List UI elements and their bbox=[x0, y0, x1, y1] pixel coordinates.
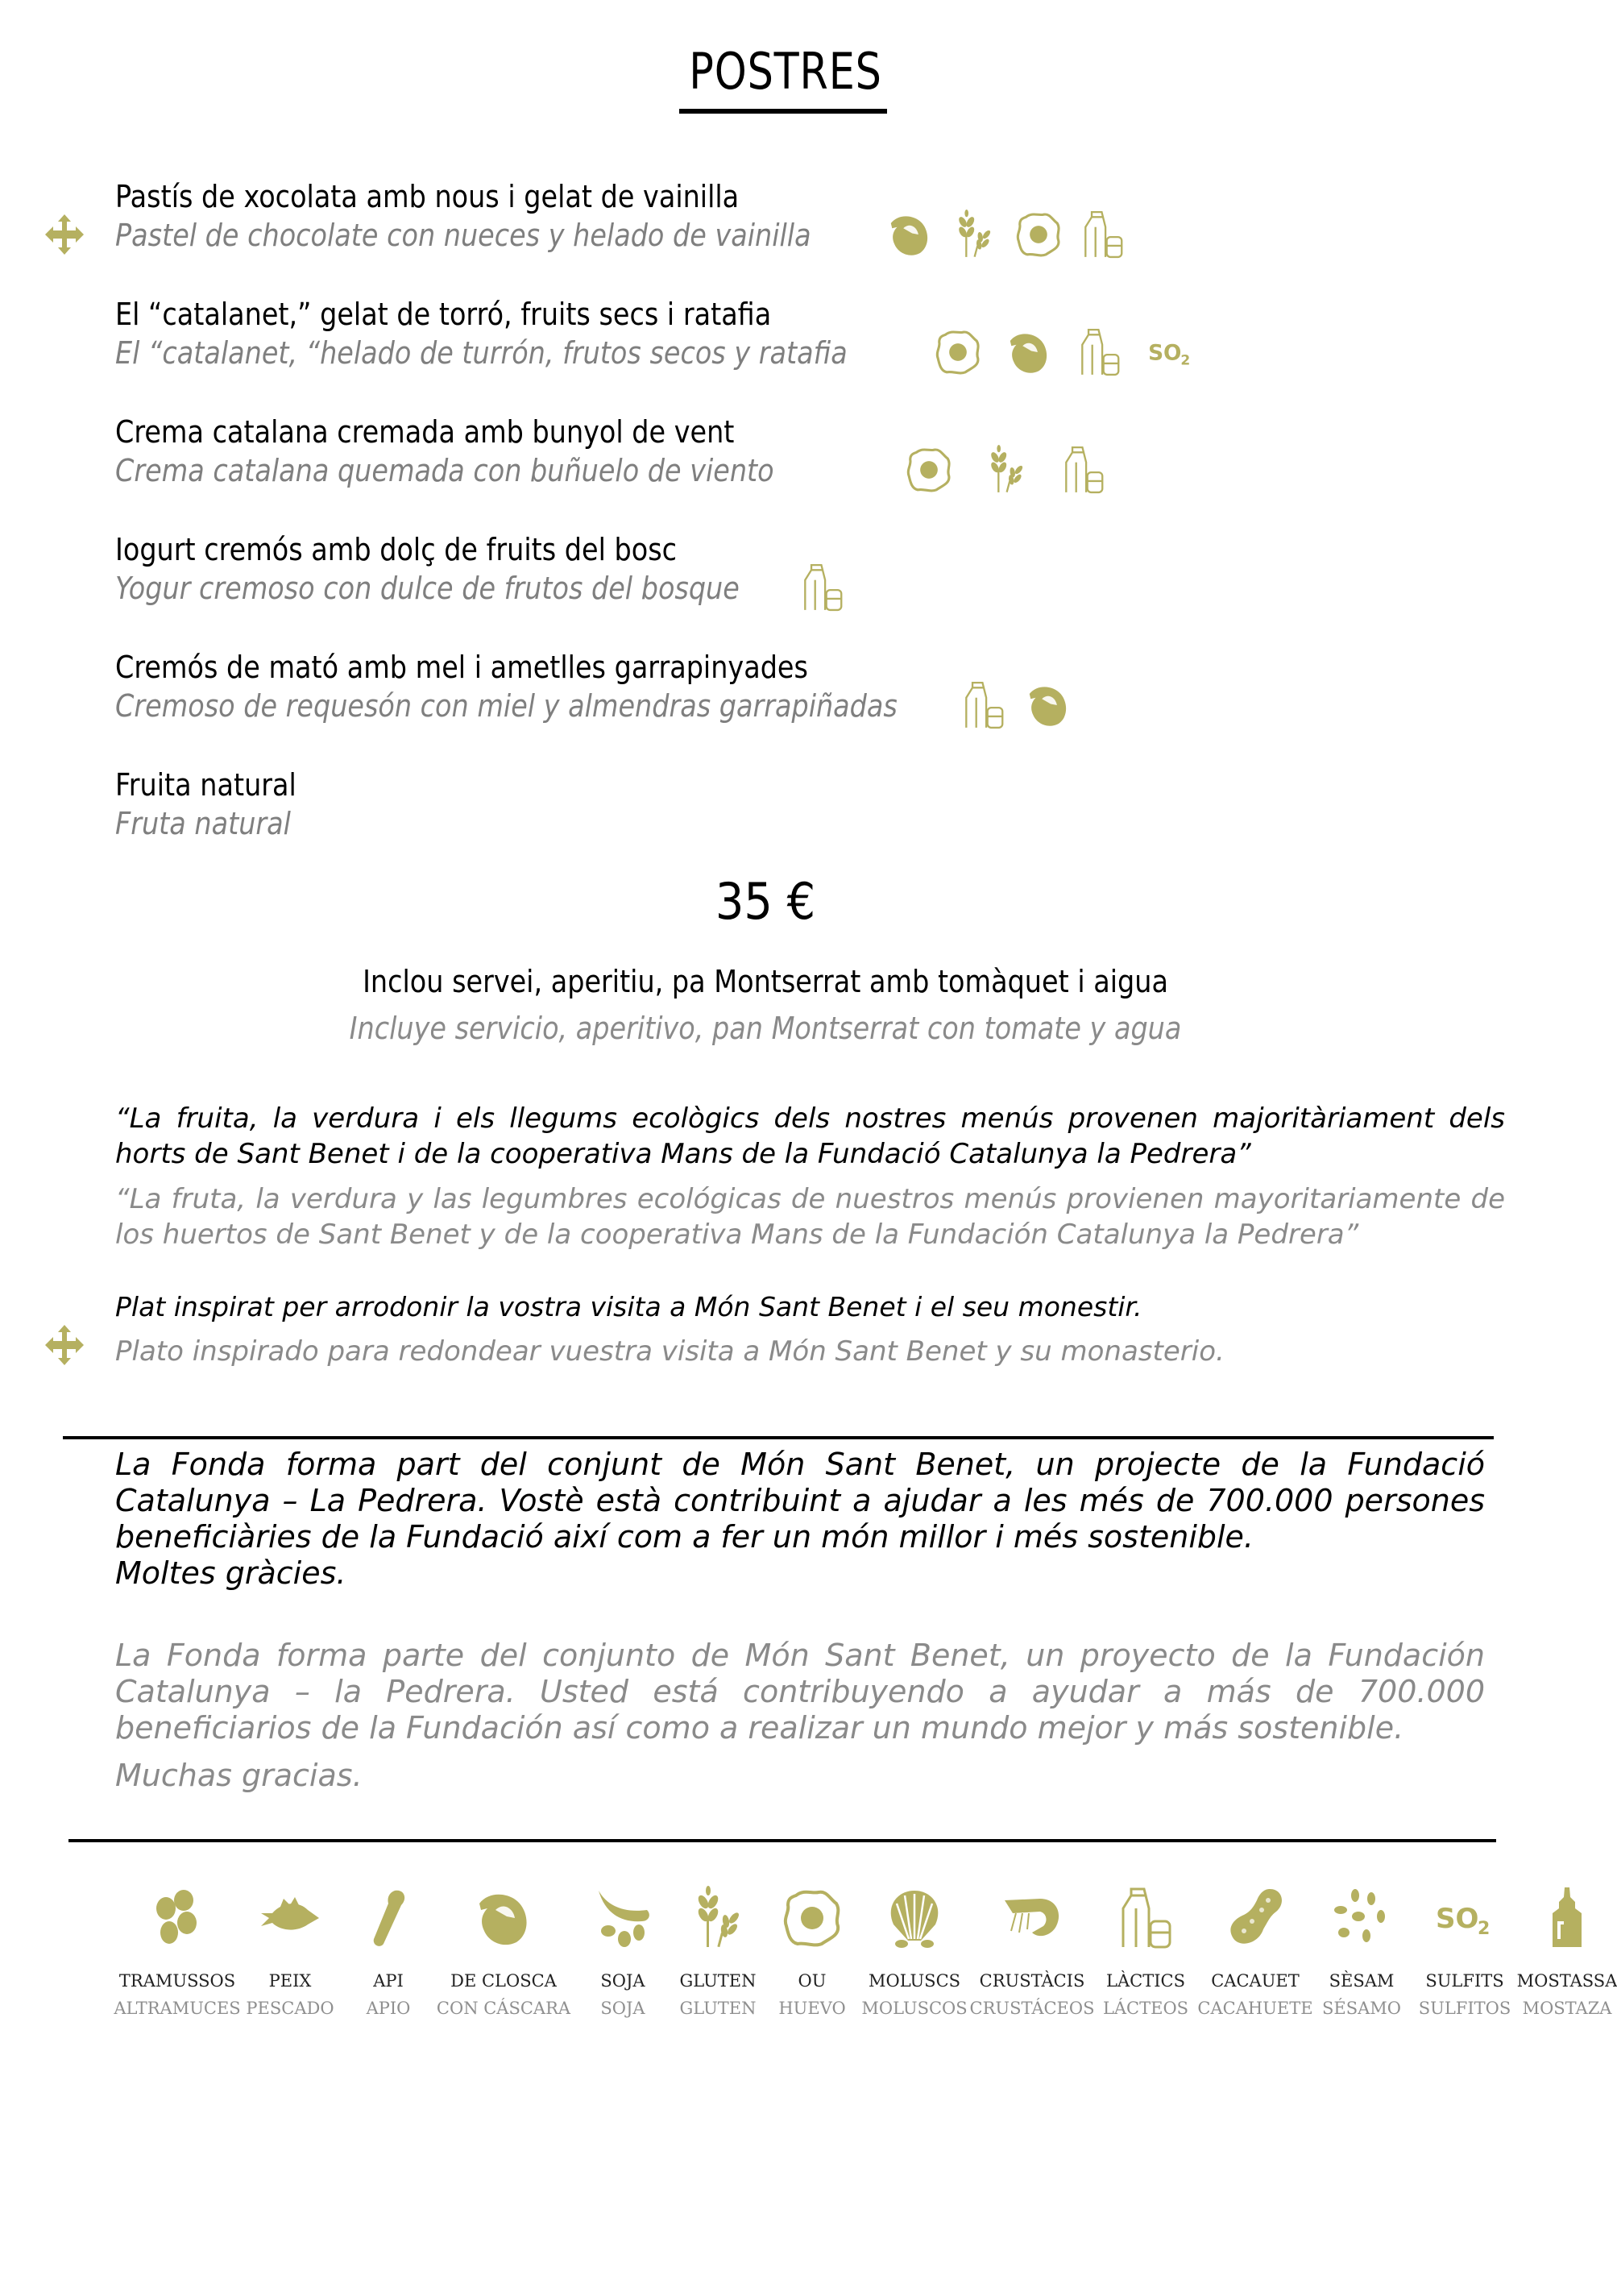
signature-note-ca: Plat inspirat per arrodonir la vostra visita a Món Sant Benet i el seu monestir. bbox=[115, 1291, 1142, 1322]
dish-name-es: Pastel de chocolate con nueces y helado de vainilla bbox=[115, 218, 811, 253]
svg-text:SO: SO bbox=[1436, 1903, 1479, 1935]
legend-label-es: CON CÁSCARA bbox=[436, 1999, 571, 2018]
legend-label-ca: SULFITS bbox=[1425, 1971, 1504, 1991]
svg-text:2: 2 bbox=[1180, 352, 1191, 369]
legend-item-mostassa bbox=[1518, 1886, 1616, 2018]
legend-item-cacauet bbox=[1199, 1886, 1312, 2018]
legend-item-lactics bbox=[1093, 1886, 1199, 2018]
so2-icon bbox=[1146, 327, 1196, 377]
dish-name-es: Yogur cremoso con dulce de frutos del bosque bbox=[115, 571, 740, 606]
includes-es: Incluye servicio, aperitivo, pan Montserrat con tomate y agua bbox=[349, 1011, 1182, 1046]
svg-text:2: 2 bbox=[1478, 1919, 1491, 1939]
legend-label-es: LÁCTEOS bbox=[1102, 1999, 1189, 2018]
legend-item-sulfits bbox=[1412, 1886, 1518, 2018]
egg-icon bbox=[933, 327, 983, 377]
organic-quote-es: “La fruta, la verdura y las legumbres ecológicas de nuestros menús provienen mayoritariamente de los huertos de Sant Benet y de la cooperativa Mans de la Fundación Catalunya la Pedrera” bbox=[115, 1183, 1505, 1251]
legend-item-tramussos bbox=[114, 1886, 241, 2018]
legend-label-es: GLUTEN bbox=[679, 1999, 757, 2018]
legend-item-api bbox=[346, 1886, 430, 2018]
legend-label-ca: CRUSTÀCIS bbox=[979, 1971, 1085, 1991]
menu-price: 35 € bbox=[715, 872, 816, 931]
fonda-paragraph-es: La Fonda forma parte del conjunto de Món Sant Benet, un proyecto de la Fundación Catalunya – la Pedrera. Usted está contribuyendo a ayudar a más de 700.000 beneficiarios de la Fundación así como a realizar un mundo mejor y más sostenible. bbox=[115, 1638, 1485, 1746]
legend-label-ca: SÈSAM bbox=[1329, 1971, 1395, 1991]
legend-label-ca: OU bbox=[798, 1971, 827, 1991]
fonda-thanks-es: Muchas gracias. bbox=[115, 1758, 363, 1793]
nut-icon bbox=[885, 210, 935, 259]
legend-item-gluten bbox=[669, 1886, 767, 2018]
fish-icon bbox=[258, 1886, 322, 1950]
dish-name-ca: Crema catalana cremada amb bunyol de vent bbox=[115, 414, 735, 450]
dish-name-ca: Cremós de mató amb mel i ametlles garrapinyades bbox=[115, 650, 808, 685]
egg-icon bbox=[904, 445, 954, 495]
so2-icon bbox=[1432, 1886, 1497, 1950]
fonda-thanks-ca: Moltes gràcies. bbox=[115, 1555, 346, 1591]
legend-item-peix bbox=[234, 1886, 346, 2018]
legend-label-ca: PEIX bbox=[268, 1971, 312, 1991]
legend-label-ca: API bbox=[373, 1971, 404, 1991]
milk-icon bbox=[1113, 1886, 1178, 1950]
lupin-icon bbox=[145, 1886, 209, 1950]
legend-label-ca: CACAUET bbox=[1211, 1971, 1300, 1991]
shrimp-icon bbox=[1000, 1886, 1064, 1950]
divider-top bbox=[63, 1436, 1494, 1439]
allergen-legend bbox=[114, 1886, 1617, 2018]
sesame-icon bbox=[1329, 1886, 1394, 1950]
legend-label-ca: MOLUSCS bbox=[868, 1971, 961, 1991]
milk-icon bbox=[1059, 445, 1109, 495]
legend-item-de-closca bbox=[430, 1886, 577, 2018]
celery-icon bbox=[356, 1886, 421, 1950]
wheat-icon bbox=[949, 210, 999, 259]
signature-cross-icon bbox=[42, 214, 87, 255]
legend-label-es: SULFITOS bbox=[1418, 1999, 1511, 2018]
nut-icon bbox=[1023, 680, 1073, 730]
organic-quote-ca: “La fruita, la verdura i els llegums ecològics dels nostres menús provenen majoritàriament dels horts de Sant Benet i de la cooperativa Mans de la Fundació Catalunya la Pedrera” bbox=[115, 1102, 1505, 1170]
legend-label-ca: SOJA bbox=[600, 1971, 645, 1991]
dish-name-ca: Pastís de xocolata amb nous i gelat de vainilla bbox=[115, 179, 740, 214]
title-underline bbox=[679, 109, 887, 114]
dish-allergen-icons bbox=[933, 327, 1196, 377]
fonda-text-es bbox=[115, 1638, 1485, 1794]
dish-name-ca: Iogurt cremós amb dolç de fruits del bosc bbox=[115, 532, 678, 567]
legend-label-es: HUEVO bbox=[778, 1999, 846, 2018]
legend-item-soja bbox=[577, 1886, 669, 2018]
dish-name-ca: El “catalanet,” gelat de torró, fruits secs i ratafia bbox=[115, 297, 772, 332]
legend-label-ca: DE CLOSCA bbox=[450, 1971, 557, 1991]
milk-icon bbox=[1078, 210, 1128, 259]
legend-item-moluscs bbox=[857, 1886, 972, 2018]
includes-ca: Inclou servei, aperitiu, pa Montserrat amb tomàquet i aigua bbox=[363, 964, 1168, 999]
wheat-icon bbox=[981, 445, 1031, 495]
dish-allergen-icons bbox=[798, 563, 848, 612]
dish-name-es: Cremoso de requesón con miel y almendras garrapiñadas bbox=[115, 688, 898, 724]
legend-label-es: PESCADO bbox=[246, 1999, 334, 2018]
egg-icon bbox=[780, 1886, 844, 1950]
nut-icon bbox=[471, 1886, 536, 1950]
page-title: POSTRES bbox=[689, 42, 882, 101]
peanut-icon bbox=[1223, 1886, 1287, 1950]
legend-label-es: CRUSTÁCEOS bbox=[969, 1999, 1095, 2018]
legend-label-es: CACAHUETE bbox=[1197, 1999, 1313, 2018]
legend-label-es: MOLUSCOS bbox=[861, 1999, 968, 2018]
wheat-icon bbox=[686, 1886, 750, 1950]
signature-cross-icon bbox=[42, 1325, 87, 1365]
dish-allergen-icons bbox=[885, 210, 1128, 259]
legend-label-es: SOJA bbox=[600, 1999, 645, 2018]
legend-label-ca: GLUTEN bbox=[679, 1971, 757, 1991]
legend-label-ca: MOSTASSA bbox=[1516, 1971, 1617, 1991]
mustard-icon bbox=[1535, 1886, 1599, 1950]
egg-icon bbox=[1014, 210, 1063, 259]
legend-item-crustacis bbox=[969, 1886, 1095, 2018]
soy-icon bbox=[591, 1886, 655, 1950]
legend-label-es: ALTRAMUCES bbox=[114, 1999, 241, 2018]
fonda-paragraph-ca: La Fonda forma part del conjunt de Món Sant Benet, un projecte de la Fundació Catalunya – La Pedrera. Vostè està contribuint a ajudar a les més de 700.000 persones beneficiàries de la Fundació així com a fer un món millor i més sostenible. bbox=[115, 1447, 1485, 1555]
dish-name-es: Fruta natural bbox=[115, 806, 291, 841]
milk-icon bbox=[959, 680, 1009, 730]
nut-icon bbox=[1004, 327, 1054, 377]
legend-item-ou bbox=[767, 1886, 857, 2018]
legend-item-sesam bbox=[1312, 1886, 1412, 2018]
legend-label-ca: LÀCTICS bbox=[1106, 1971, 1185, 1991]
legend-label-ca: TRAMUSSOS bbox=[118, 1971, 236, 1991]
dish-allergen-icons bbox=[959, 680, 1073, 730]
divider-bottom bbox=[68, 1839, 1496, 1842]
svg-text:SO: SO bbox=[1148, 341, 1182, 366]
fonda-text-ca bbox=[115, 1447, 1485, 1592]
dish-name-ca: Fruita natural bbox=[115, 767, 296, 803]
legend-label-es: MOSTAZA bbox=[1522, 1999, 1612, 2018]
dish-name-es: Crema catalana quemada con buñuelo de viento bbox=[115, 453, 774, 488]
milk-icon bbox=[798, 563, 848, 612]
signature-note-es: Plato inspirado para redondear vuestra visita a Món Sant Benet y su monasterio. bbox=[115, 1335, 1225, 1368]
shell-icon bbox=[882, 1886, 947, 1950]
legend-label-es: APIO bbox=[366, 1999, 411, 2018]
dish-name-es: El “catalanet, “helado de turrón, frutos secos y ratafia bbox=[115, 335, 848, 371]
milk-icon bbox=[1075, 327, 1125, 377]
dish-allergen-icons bbox=[904, 445, 1109, 495]
legend-label-es: SÉSAMO bbox=[1322, 1999, 1401, 2018]
